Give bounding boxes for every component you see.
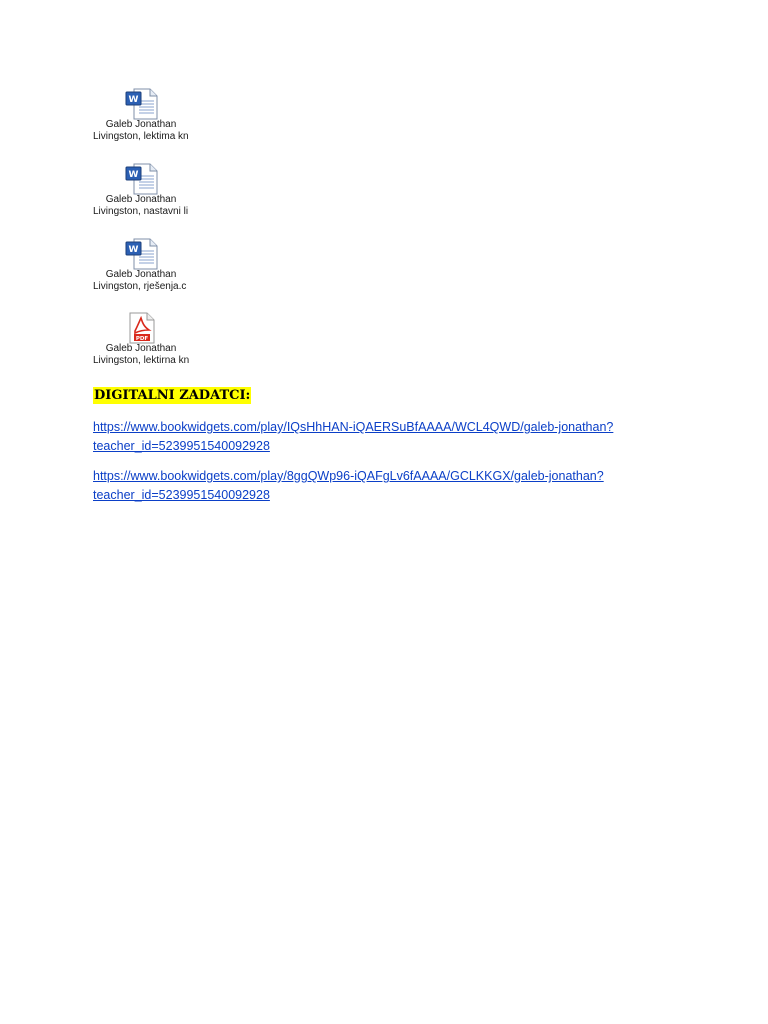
word-document-icon <box>125 88 159 120</box>
svg-text:PDF: PDF <box>135 336 149 342</box>
link-line1: https://www.bookwidgets.com/play/8ggQWp96-iQAFgLv6fAAAA/GCLKKGX/galeb-jonathan? <box>93 469 604 483</box>
bookwidgets-link-2[interactable] <box>93 467 653 505</box>
pdf-document-icon <box>125 312 159 344</box>
attachment-pdf-lektirna[interactable] <box>92 312 192 374</box>
attachment-word-nastavni[interactable] <box>92 163 192 225</box>
attachment-name-line1: Galeb Jonathan <box>105 119 177 130</box>
attachment-name-line2: Livingston, lektima kn <box>93 131 189 142</box>
section-heading: DIGITALNI ZADATCI: <box>94 388 251 403</box>
link-line2: teacher_id=5239951540092928 <box>93 439 270 453</box>
attachment-name-line1: Galeb Jonathan <box>105 343 177 354</box>
link-line2: teacher_id=5239951540092928 <box>93 488 270 502</box>
word-document-icon <box>125 238 159 270</box>
attachment-word-rjesenja[interactable] <box>92 238 192 300</box>
attachment-name-line1: Galeb Jonathan <box>105 269 177 280</box>
bookwidgets-link-1[interactable] <box>93 418 653 456</box>
svg-text:W: W <box>128 95 139 105</box>
link-line1: https://www.bookwidgets.com/play/IQsHhHAN-iQAERSuBfAAAA/WCL4QWD/galeb-jonathan? <box>93 420 614 434</box>
word-document-icon <box>125 163 159 195</box>
attachment-name-line2: Livingston, lektirna kn <box>93 355 190 366</box>
svg-text:W: W <box>128 170 139 180</box>
attachment-word-lektima[interactable] <box>92 88 192 150</box>
attachment-name-line2: Livingston, rješenja.c <box>93 281 187 292</box>
svg-text:W: W <box>128 245 139 255</box>
attachment-name-line2: Livingston, nastavni li <box>93 206 189 217</box>
attachment-name-line1: Galeb Jonathan <box>105 194 177 205</box>
